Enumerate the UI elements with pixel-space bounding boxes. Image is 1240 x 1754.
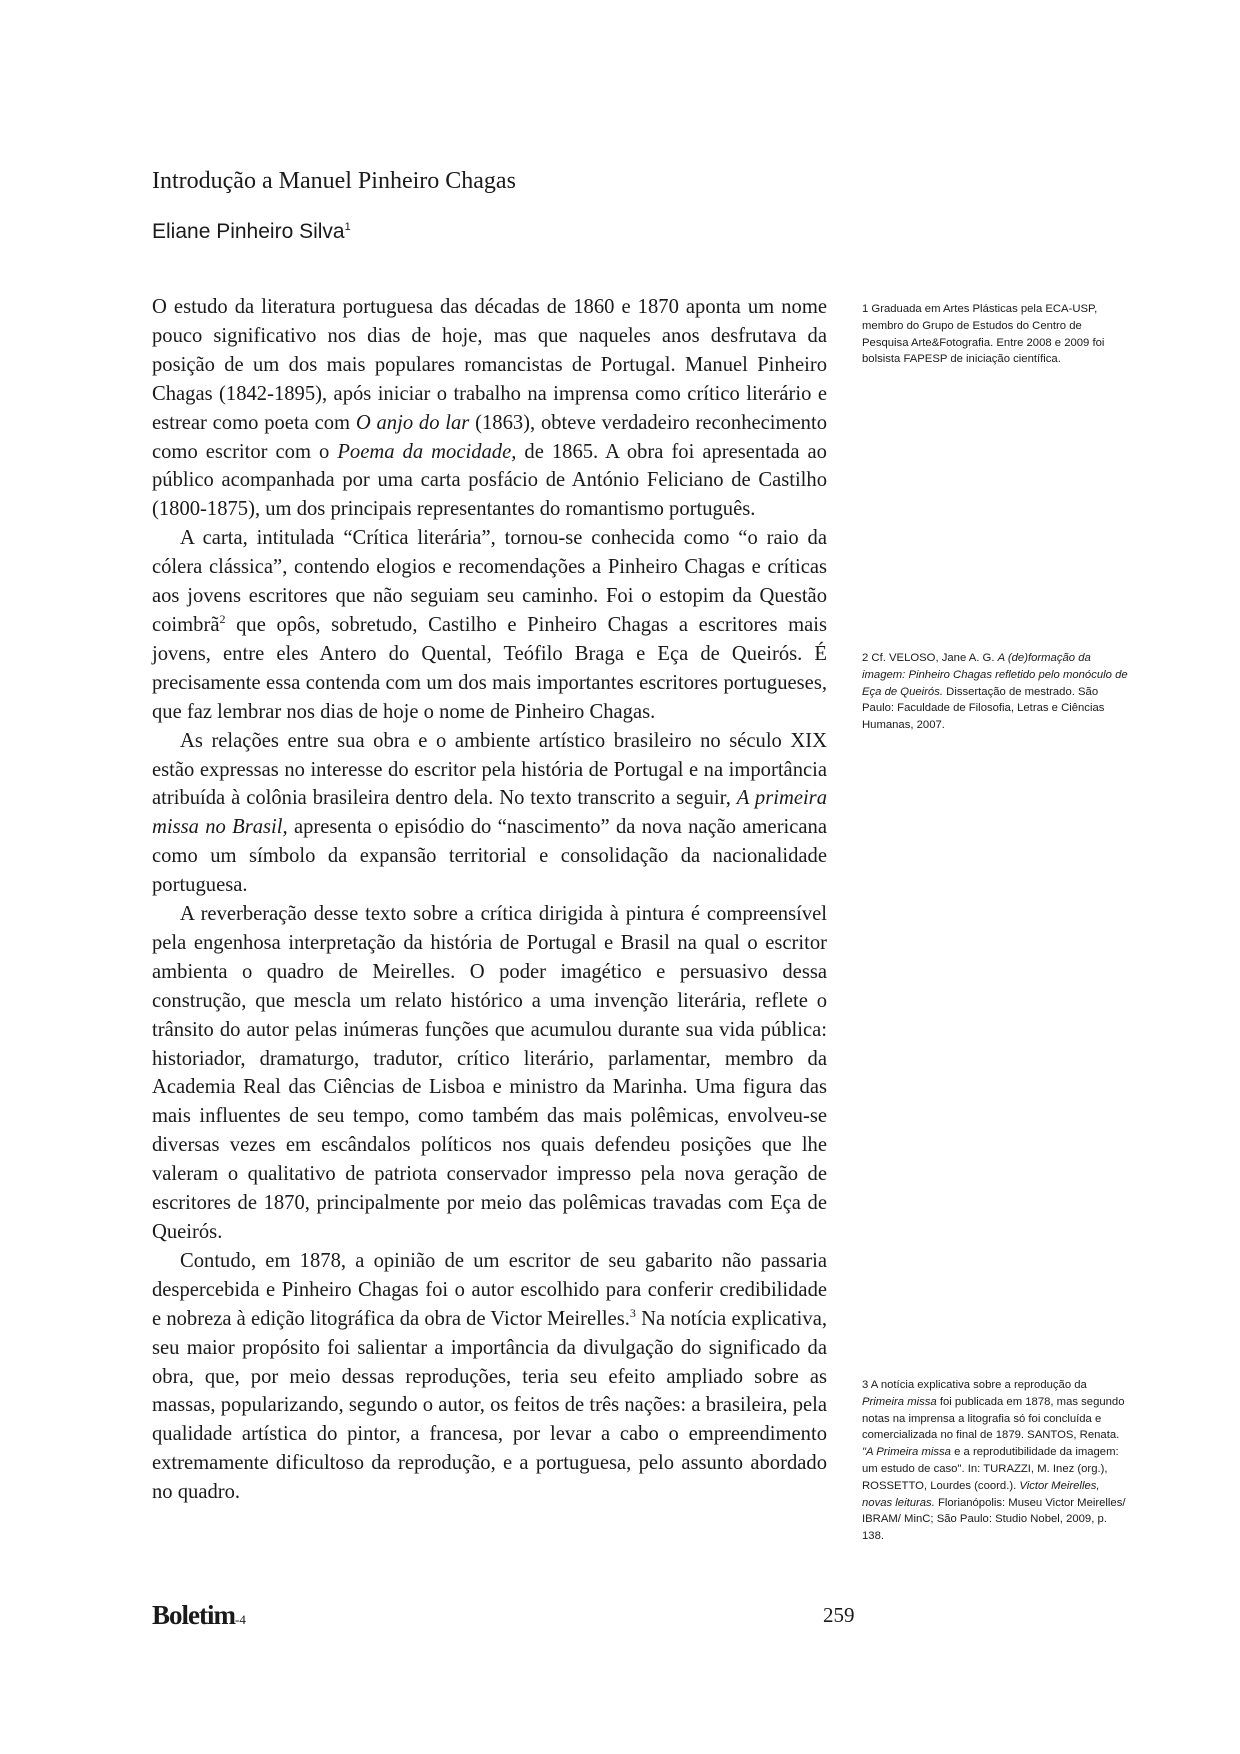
footnote-3: 3 A notícia explicativa sobre a reprodução da Primeira missa foi publicada em 1878, mas segundo notas na imprensa a litografia só foi concluída e comercializada no final de 1879. SANTOS, Renata. "A Primeira missa e a reprodutibilidade da imagem: um estudo de caso". In: TURAZZI, M. Inez (org.), ROSSETTO, Lourdes (coord.). Victor Meirelles, novas leituras. Florianópolis: Museu Victor Meirelles/ IBRAM/ MinC; São Paulo: Studio Nobel, 2009, p. 138. <box>862 1379 1126 1543</box>
author-name: Eliane Pinheiro Silva <box>152 220 345 243</box>
article-body <box>152 293 827 1507</box>
paragraph-3: As relações entre sua obra e o ambiente artístico brasileiro no século XIX estão expressas no interesse do escritor pela história de Portugal e na importância atribuída à colônia brasileira dentro dela. No texto transcrito a seguir, A primeira missa no Brasil, apresenta o episódio do “nascimento” da nova nação americana como um símbolo da expansão territorial e consolidação da nacionalidade portuguesa. <box>152 729 827 897</box>
paragraph-2: A carta, intitulada “Crítica literária”, tornou-se conhecida como “o raio da cólera clássica”, contendo elogios e recomendações a Pinheiro Chagas e críticas aos jovens escritores que não seguiam seu caminho. Foi o estopim da Questão coimbrã$^2$ que opôs, sobretudo, Castilho e Pinheiro Chagas a escritores mais jovens, entre eles Antero do Quental, Teófilo Braga e Eça de Queirós. É precisamente essa contenda com um dos mais importantes escritores portugueses, que faz lembrar nos dias de hoje o nome de Pinheiro Chagas. <box>152 527 827 723</box>
journal-logo-text: Boletim <box>152 1600 235 1630</box>
journal-logo <box>152 1600 246 1631</box>
footnote-2: 2 Cf. VELOSO, Jane A. G. A (de)formação da imagem: Pinheiro Chagas refletido pelo monóculo de Eça de Queirós. Dissertação de mestrado. São Paulo: Faculdade de Filosofia, Letras e Ciências Humanas, 2007. <box>862 652 1128 732</box>
footnote-ref-3: 3 <box>629 1305 636 1320</box>
article-title: Introdução a Manuel Pinheiro Chagas <box>152 168 516 194</box>
journal-issue: -4 <box>234 1612 246 1627</box>
footnote-ref-1: 1 <box>344 221 351 233</box>
footnote-ref-2: 2 <box>219 612 226 627</box>
book-title-primeira-missa: A primeira missa no Brasil, <box>152 787 827 839</box>
paragraph-4: A reverberação desse texto sobre a crítica dirigida à pintura é compreensível pela engenhosa interpretação da história de Portugal e Brasil na qual o escritor ambienta o quadro de Meirelles. O poder imagético e persuasivo dessa construção, que mescla um relato histórico a uma invenção literária, reflete o trânsito do autor pelas inúmeras funções que acumulou durante sua vida pública: historiador, dramaturgo, tradutor, crítico literário, parlamentar, membro da Academia Real das Ciências de Lisboa e ministro da Marinha. Uma figura das mais influentes de seu tempo, como também das mais polêmicas, envolveu-se diversas vezes em escândalos políticos nos quais defendeu posições que lhe valeram o qualitativo de patriota conservador impresso pela nova geração de escritores de 1870, principalmente por meio das polêmicas travadas com Eça de Queirós. <box>152 903 827 1243</box>
book-title-poema-da-mocidade: Poema da mocidade, <box>337 440 517 463</box>
article-author <box>152 220 351 244</box>
paragraph-5: Contudo, em 1878, a opinião de um escritor de seu gabarito não passaria despercebida e Pinheiro Chagas foi o autor escolhido para conferir credibilidade e nobreza à edição litográfica da obra de Victor Meirelles.$^3$ Na notícia explicativa, seu maior propósito foi salientar a importância da divulgação do significado da obra, que, por meio dessas reproduções, teria seu efeito ampliado sobre as massas, popularizando, segundo o autor, os feitos de três nações: a brasileira, pela qualidade artística do pintor, a francesa, por levar a cabo o empreendimento extremamente dificultoso da reprodução, e a portuguesa, pelo assunto abordado no quadro. <box>152 1249 827 1504</box>
page-number: 259 <box>823 1603 855 1627</box>
footnote-1: 1 Graduada em Artes Plásticas pela ECA-USP, membro do Grupo de Estudos do Centro de Pesquisa Arte&Fotografia. Entre 2008 e 2009 foi bolsista FAPESP de iniciação científica. <box>862 303 1105 366</box>
paragraph-1: O estudo da literatura portuguesa das décadas de 1860 e 1870 aponta um nome pouco significativo nos dias de hoje, mas que naqueles anos desfrutava da posição de um dos mais populares romancistas de Portugal. Manuel Pinheiro Chagas (1842-1895), após iniciar o trabalho na imprensa como crítico literário e estrear como poeta com O anjo do lar (1863), obteve verdadeiro reconhecimento como escritor com o Poema da mocidade, de 1865. A obra foi apresentada ao público acompanhada por uma carta posfácio de António Feliciano de Castilho (1800-1875), um dos principais representantes do romantismo português. <box>152 296 827 521</box>
book-title-anjo-do-lar: O anjo do lar <box>355 411 470 434</box>
